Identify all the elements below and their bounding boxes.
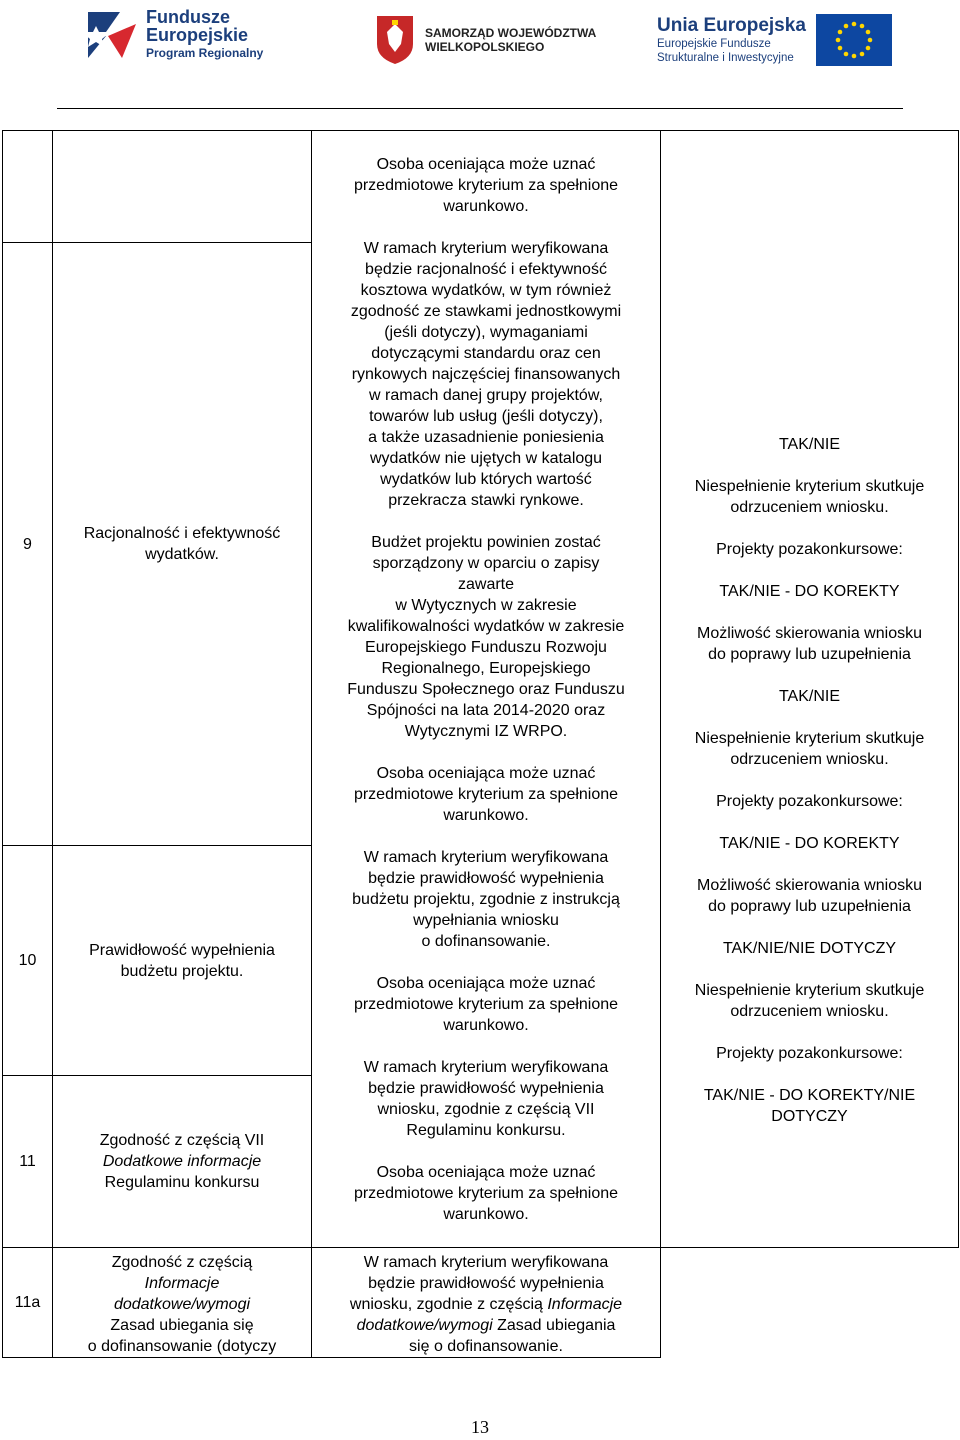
- assessment-line: Możliwość skierowania wniosku: [697, 877, 922, 894]
- ue-logo-line3: Strukturalne i Inwestycyjne: [657, 52, 794, 64]
- assessment-line: Możliwość skierowania wniosku: [697, 625, 922, 642]
- assessment-line: Niespełnienie kryterium skutkuje: [694, 730, 925, 747]
- row-number: 9: [3, 243, 53, 846]
- assessment-line: do poprawy lub uzupełnienia: [708, 646, 911, 663]
- description-line: wydatków lub których wartość: [380, 471, 592, 488]
- criterion-cell: [53, 243, 312, 846]
- samorzad-logo-line1: SAMORZĄD WOJEWÓDZTWA: [425, 26, 597, 40]
- assessment-line: Niespełnienie kryterium skutkuje: [694, 478, 925, 495]
- assessment-line: odrzuceniem wniosku.: [730, 751, 889, 768]
- description-line: dodatkowe/wymogi Zasad ubiegania: [356, 1317, 616, 1334]
- description-line: Funduszu Społecznego oraz Funduszu: [347, 681, 625, 698]
- unia-europejska-logo: [657, 14, 892, 66]
- description-line: budżetu projektu, zgodnie z instrukcją: [352, 891, 620, 908]
- description-line: Osoba oceniająca może uznać: [376, 765, 596, 782]
- criterion-line: Zasad ubiegania się: [110, 1317, 254, 1334]
- assessment-line: Projekty pozakonkursowe:: [716, 793, 903, 810]
- description-line: warunkowo.: [443, 198, 529, 215]
- description-line: się o dofinansowanie.: [409, 1338, 563, 1355]
- description-line: przedmiotowe kryterium za spełnione: [353, 996, 619, 1013]
- fundusze-europejskie-logo: [82, 8, 263, 62]
- description-line: (jeśli dotyczy), wymaganiami: [384, 324, 588, 341]
- description-line: w Wytycznych w zakresie: [395, 597, 577, 614]
- ue-logo-line2: Europejskie Fundusze: [657, 38, 771, 50]
- criterion-cell: [53, 1248, 312, 1358]
- description-line: Regulaminu konkursu.: [406, 1122, 566, 1139]
- description-line: Regionalnego, Europejskiego: [381, 660, 591, 677]
- description-line: wydatków nie ujętych w katalogu: [369, 450, 603, 467]
- criterion-cell: [53, 846, 312, 1076]
- description-line: warunkowo.: [443, 1017, 529, 1034]
- header-logos: [0, 0, 960, 100]
- description-line: Europejskiego Funduszu Rozwoju: [365, 639, 607, 656]
- criterion-line: Racjonalność i efektywność: [83, 525, 281, 542]
- table-row: [3, 131, 959, 243]
- criterion-line: Dodatkowe informacje: [102, 1153, 262, 1170]
- criterion-line: Zgodność z częścią: [111, 1254, 253, 1271]
- description-line: W ramach kryterium weryfikowana: [363, 849, 609, 866]
- samorzad-logo-line2: WIELKOPOLSKIEGO: [425, 40, 545, 54]
- fe-logo-line3: Program Regionalny: [146, 46, 264, 60]
- description-line: kwalifikowalności wydatków w zakresie: [347, 618, 625, 635]
- assessment-cell: [661, 131, 959, 1248]
- assessment-line: Niespełnienie kryterium skutkuje: [694, 982, 925, 999]
- row-number: 11a: [3, 1248, 53, 1358]
- description-line: Osoba oceniająca może uznać: [376, 1164, 596, 1181]
- description-line: sporządzony w oparciu o zapisy: [372, 555, 600, 572]
- description-line: przekracza stawki rynkowe.: [388, 492, 584, 509]
- description-line: W ramach kryterium weryfikowana: [363, 1254, 609, 1271]
- assessment-line: TAK/NIE - DO KOREKTY: [719, 583, 900, 600]
- description-line: W ramach kryterium weryfikowana: [363, 1059, 609, 1076]
- description-line: wniosku, zgodnie z częścią VII: [377, 1101, 595, 1118]
- description-line: zgodność ze stawkami jednostkowymi: [350, 303, 622, 320]
- description-line: będzie prawidłowość wypełnienia: [368, 1080, 604, 1097]
- table-row: [3, 1248, 959, 1358]
- description-line: a także uzasadnienie poniesienia: [368, 429, 604, 446]
- description-line: kosztowa wydatków, w tym również: [360, 282, 612, 299]
- description-line: o dofinansowanie.: [421, 933, 551, 950]
- assessment-line: TAK/NIE: [778, 436, 841, 453]
- assessment-line: do poprawy lub uzupełnienia: [708, 898, 911, 915]
- description-cell: [312, 131, 661, 1248]
- criterion-line: dodatkowe/wymogi: [113, 1296, 251, 1313]
- description-line: będzie prawidłowość wypełnienia: [368, 870, 604, 887]
- eu-flag-icon: [816, 14, 892, 66]
- criterion-cell: [53, 1076, 312, 1248]
- fe-logo-line2: Europejskie: [146, 25, 249, 45]
- description-line: przedmiotowe kryterium za spełnione: [353, 786, 619, 803]
- criterion-line: Zgodność z częścią VII: [99, 1132, 265, 1149]
- assessment-line: Projekty pozakonkursowe:: [716, 1045, 903, 1062]
- header-divider: [57, 108, 903, 109]
- criterion-line: wydatków.: [145, 546, 219, 563]
- assessment-line: TAK/NIE/NIE DOTYCZY: [722, 940, 897, 957]
- description-line: Budżet projektu powinien zostać: [371, 534, 601, 551]
- description-line: będzie prawidłowość wypełnienia: [368, 1275, 604, 1292]
- description-line: W ramach kryterium weryfikowana: [363, 240, 609, 257]
- description-line: Spójności na lata 2014-2020 oraz: [366, 702, 606, 719]
- assessment-line: DOTYCZY: [771, 1108, 848, 1125]
- description-line: dotyczącymi standardu oraz cen: [371, 345, 601, 362]
- criteria-table: [2, 130, 959, 1358]
- criterion-line: Regulaminu konkursu: [104, 1174, 260, 1191]
- criterion-line: o dofinansowanie (dotyczy: [87, 1338, 277, 1355]
- criterion-line: budżetu projektu.: [120, 962, 244, 980]
- assessment-line: TAK/NIE - DO KOREKTY/NIE: [703, 1087, 916, 1104]
- assessment-line: Projekty pozakonkursowe:: [716, 541, 903, 558]
- description-line: warunkowo.: [443, 807, 529, 824]
- assessment-line: TAK/NIE: [778, 688, 841, 705]
- description-line: będzie racjonalność i efektywność: [365, 261, 607, 278]
- description-line: zawarte: [457, 576, 515, 593]
- criterion-line: Informacje: [144, 1275, 220, 1292]
- description-line: wniosku, zgodnie z częścią Informacje: [349, 1296, 623, 1313]
- description-line: w ramach danej grupy projektów,: [369, 387, 603, 404]
- description-line: przedmiotowe kryterium za spełnione: [353, 1185, 619, 1202]
- assessment-line: odrzuceniem wniosku.: [730, 499, 889, 516]
- description-line: rynkowych najczęściej finansowanych: [351, 366, 621, 383]
- fundusze-europejskie-emblem-icon: [82, 8, 138, 62]
- description-cell: [312, 1248, 661, 1358]
- row-number: 11: [3, 1076, 53, 1248]
- assessment-line: odrzuceniem wniosku.: [730, 1003, 889, 1020]
- description-line: towarów lub usług (jeśli dotyczy),: [369, 408, 603, 425]
- description-line: warunkowo.: [443, 1206, 529, 1223]
- row-number: [3, 131, 53, 243]
- fe-logo-line1: Fundusze: [146, 7, 230, 27]
- description-line: Osoba oceniająca może uznać: [376, 156, 596, 173]
- description-line: Osoba oceniająca może uznać: [376, 975, 596, 992]
- criterion-line: Prawidłowość wypełnienia: [89, 941, 275, 959]
- page-number: 13: [471, 1417, 489, 1437]
- samorzad-logo: [375, 14, 596, 66]
- description-line: wypełniania wniosku: [413, 912, 559, 929]
- description-line: przedmiotowe kryterium za spełnione: [353, 177, 619, 194]
- assessment-line: TAK/NIE - DO KOREKTY: [719, 835, 900, 852]
- description-line: Wytycznymi IZ WRPO.: [404, 723, 568, 740]
- ue-logo-line1: Unia Europejska: [657, 15, 806, 36]
- row-number: 10: [3, 846, 53, 1076]
- wielkopolska-eagle-shield-icon: [375, 14, 415, 66]
